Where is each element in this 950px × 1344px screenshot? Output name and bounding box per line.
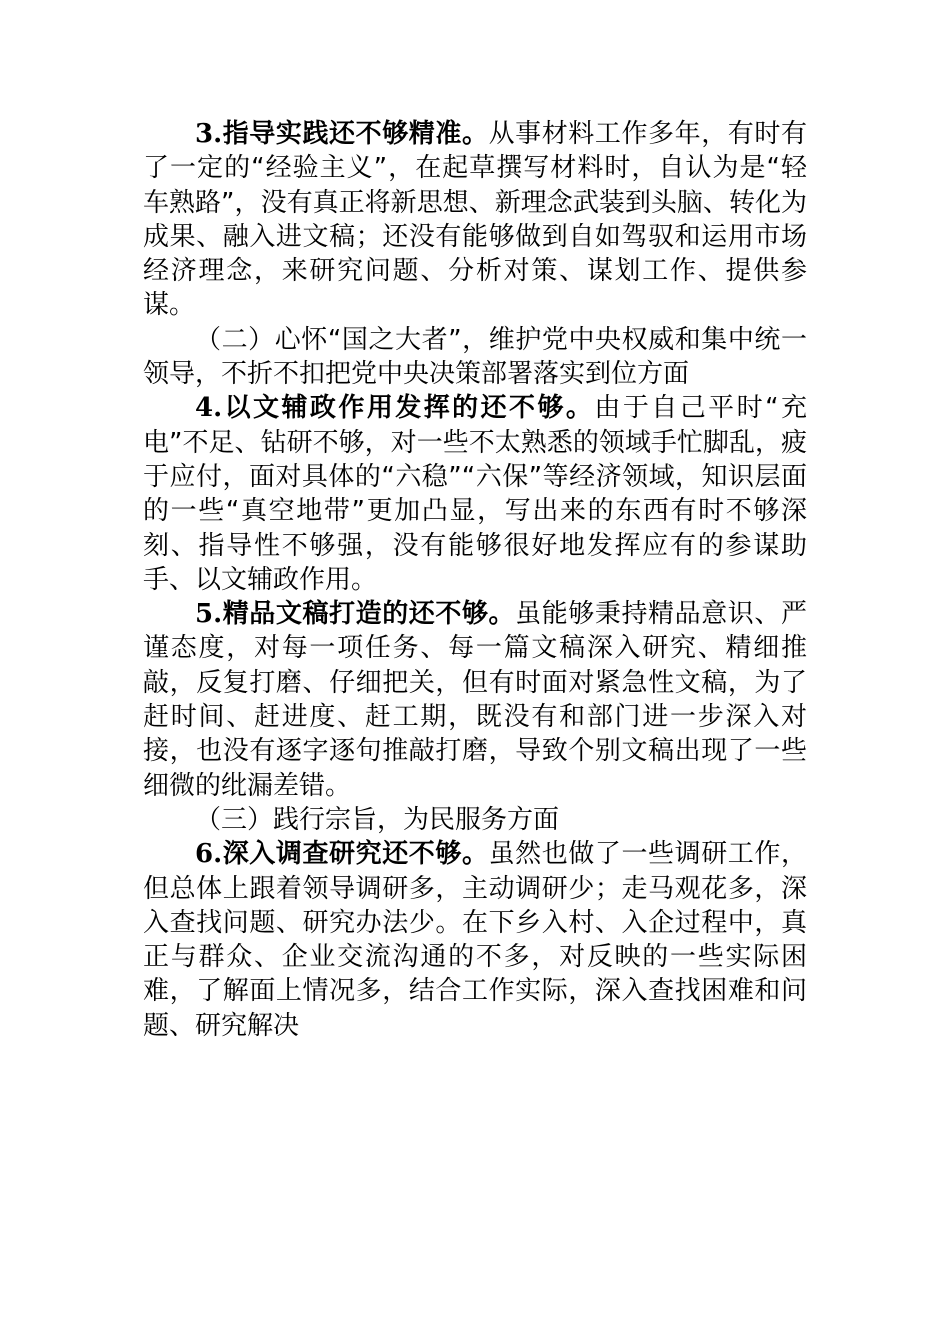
section-3-heading — [143, 803, 807, 837]
document-body — [143, 117, 807, 1043]
paragraph-4-text: 由于自己平时“充电”不足、钻研不够，对一些不太熟悉的领域手忙脚乱，疲于应付，面对具体的“六稳”“六保”等经济领域，知识层面的一些“真空地带”更加凸显，写出来的东西有时不够深刻、指导性不够强，没有能够很好地发挥应有的参谋助手、以文辅政作用。 — [143, 393, 807, 595]
paragraph-6-heading: 6.深入调查研究还不够。 — [195, 839, 489, 870]
paragraph-4-heading: 4.以文辅政作用发挥的还不够。 — [195, 393, 595, 424]
paragraph-6-text: 虽然也做了一些调研工作，但总体上跟着领导调研多，主动调研少；走马观花多，深入查找问题、研究办法少。在下乡入村、入企过程中，真正与群众、企业交流沟通的不多，对反映的一些实际困难，了解面上情况多，结合工作实际，深入查找困难和问题、研究解决 — [143, 839, 807, 1041]
paragraph-5-heading: 5.精品文稿打造的还不够。 — [195, 599, 516, 630]
paragraph-3-text: 从事材料工作多年，有时有了一定的“经验主义”，在起草撰写材料时，自认为是“轻车熟路”，没有真正将新思想、新理念武装到头脑、转化为成果、融入进文稿；还没有能够做到自如驾驭和运用市场经济理念，来研究问题、分析对策、谋划工作、提供参谋。 — [143, 119, 807, 321]
paragraph-6 — [143, 837, 807, 1043]
section-2-heading — [143, 323, 807, 392]
section-3-heading-text: （三）践行宗旨，为民服务方面 — [195, 804, 560, 835]
paragraph-5-text: 虽能够秉持精品意识、严谨态度，对每一项任务、每一篇文稿深入研究、精细推敲，反复打磨、仔细把关，但有时面对紧急性文稿，为了赶时间、赶进度、赶工期，既没有和部门进一步深入对接，也没有逐字逐句推敲打磨，导致个别文稿出现了一些细微的纰漏差错。 — [143, 599, 807, 801]
paragraph-4 — [143, 391, 807, 597]
section-2-heading-text: （二）心怀“国之大者”，维护党中央权威和集中统一领导，不折不扣把党中央决策部署落实到位方面 — [143, 324, 807, 390]
paragraph-3 — [143, 117, 807, 323]
paragraph-5 — [143, 597, 807, 803]
paragraph-3-heading: 3.指导实践还不够精准。 — [195, 119, 489, 149]
